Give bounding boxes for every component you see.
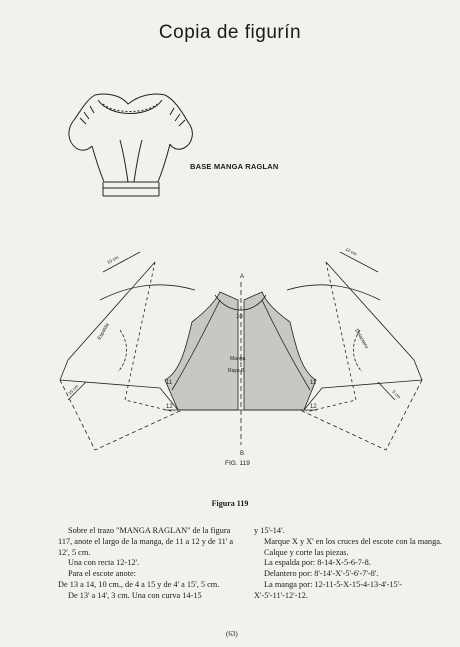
label-11: 11 (166, 380, 173, 386)
text-column-right (254, 526, 444, 602)
paragraph: Calque y corte las piezas. (264, 547, 349, 557)
paragraph: Para el escote anote: (68, 569, 136, 579)
label-12cm: 12 cm (344, 246, 358, 257)
paragraph: Marque X y X' en los cruces del escote con la manga. (264, 536, 442, 546)
figure-caption: Figura 119 (211, 499, 249, 508)
figure-caption-small: FIG. 119 (225, 460, 250, 467)
paragraph: Una con recta 12-12'. (68, 558, 140, 568)
paragraph: La espalda por: 8-14-X-5-6-7-8. (264, 558, 371, 568)
label-12-prime: 12 (310, 404, 317, 410)
label-b: B (240, 451, 245, 457)
diagram-title: BASE MANGA RAGLAN (190, 162, 279, 171)
label-raya: Raya B (228, 368, 245, 374)
label-espalda: Espalda (96, 322, 111, 341)
label-11-prime: 11 (310, 380, 317, 386)
label-15cm: 15 cm (67, 383, 80, 396)
label-delantero: Delantero (353, 328, 370, 350)
label-10cm: 10 cm (106, 254, 120, 265)
paragraph: Delantero por: 8'-14'-X'-5'-6'-7'-8'. (264, 569, 379, 579)
paragraph: De 13' a 14', 3 cm. Una con curva 14-15 (68, 590, 202, 600)
page-number: (63) (226, 630, 238, 638)
paragraph: y 15'-14'. (254, 526, 285, 535)
paragraph: Sobre el trazo "MANGA RAGLAN" de la figura 117, anote el largo de la manga, de 11 a 12 y de 11' a 12', 5 cm. (58, 526, 234, 557)
label-10: 10 (236, 314, 243, 320)
text-column-left (58, 526, 240, 602)
paragraph: De 13 a 14, 10 cm., de 4 a 15 y de 4' a 15', 5 cm. (58, 579, 220, 589)
page-title: Copia de figurín (158, 22, 302, 43)
paragraph: La manga por: 12-11-5-X-15-4-13-4'-15'-X'-5'-11'-12'-12. (254, 579, 402, 600)
label-5cm: 5 cm (391, 389, 402, 400)
label-a: A (240, 274, 245, 280)
label-manga: Manga (230, 356, 246, 362)
label-12: 12 (166, 404, 173, 410)
